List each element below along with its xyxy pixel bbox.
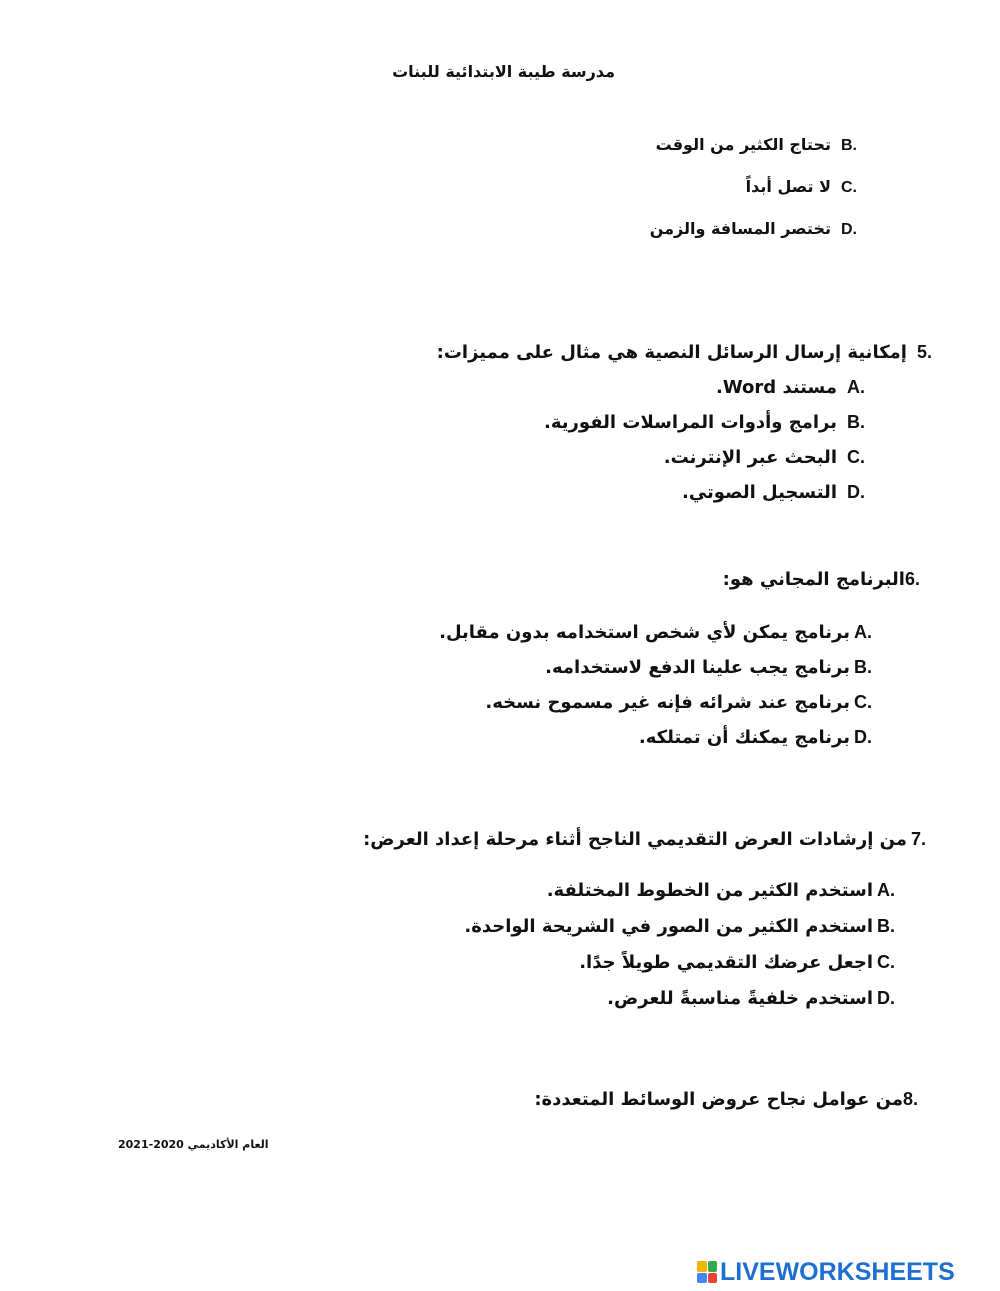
q4-option-c: C. لا تصل أبداً xyxy=(745,177,857,196)
liveworksheets-brand xyxy=(697,1258,955,1286)
q7-question: 7. من إرشادات العرض التقديمي الناجح أثناء مرحلة إعداد العرض: xyxy=(363,829,926,850)
q7-option-b: B. استخدم الكثير من الصور في الشريحة الواحدة. xyxy=(464,916,895,937)
logo-square-yellow xyxy=(697,1261,707,1272)
q7-option-a: A. استخدم الكثير من الخطوط المختلفة. xyxy=(546,880,895,901)
q5-question: 5. إمكانية إرسال الرسائل النصية هي مثال على مميزات: xyxy=(436,342,932,363)
logo-square-blue xyxy=(697,1273,707,1284)
liveworksheets-wordmark: LIVEWORKSHEETS xyxy=(720,1257,955,1286)
school-name: مدرسة طيبة الابتدائية للبنات xyxy=(392,62,615,81)
q5-option-d: D. التسجيل الصوتي. xyxy=(681,482,865,503)
q6-option-c: C. برنامج عند شرائه فإنه غير مسموح نسخه. xyxy=(485,692,872,713)
q6-option-b: B. برنامج يجب علينا الدفع لاستخدامه. xyxy=(545,657,872,678)
q5-option-c: C. البحث عبر الإنترنت. xyxy=(663,447,865,468)
q7-option-d: D. استخدم خلفيةً مناسبةً للعرض. xyxy=(607,988,895,1009)
liveworksheets-logo-icon xyxy=(697,1261,717,1283)
logo-square-red xyxy=(708,1273,718,1284)
q6-option-a: A. برنامج يمكن لأي شخص استخدامه بدون مقابل. xyxy=(439,622,872,643)
q4-option-d: D. تختصر المسافة والزمن xyxy=(649,219,857,238)
q8-question: 8. من عوامل نجاح عروض الوسائط المتعددة: xyxy=(534,1089,918,1110)
logo-square-green xyxy=(708,1261,718,1272)
q4-option-b: B. تحتاج الكثير من الوقت xyxy=(655,135,857,154)
q7-option-c: C. اجعل عرضك التقديمي طويلاً جدًا. xyxy=(579,952,895,973)
q5-option-b: B. برامج وأدوات المراسلات الفورية. xyxy=(544,412,865,433)
academic-year: العام الأكاديمي 2020-2021 xyxy=(118,1138,269,1151)
q6-question: 6. البرنامج المجاني هو: xyxy=(722,569,920,590)
q6-option-d: D. برنامج يمكنك أن تمتلكه. xyxy=(638,727,872,748)
q5-option-a: A. مستند Word. xyxy=(715,377,865,398)
